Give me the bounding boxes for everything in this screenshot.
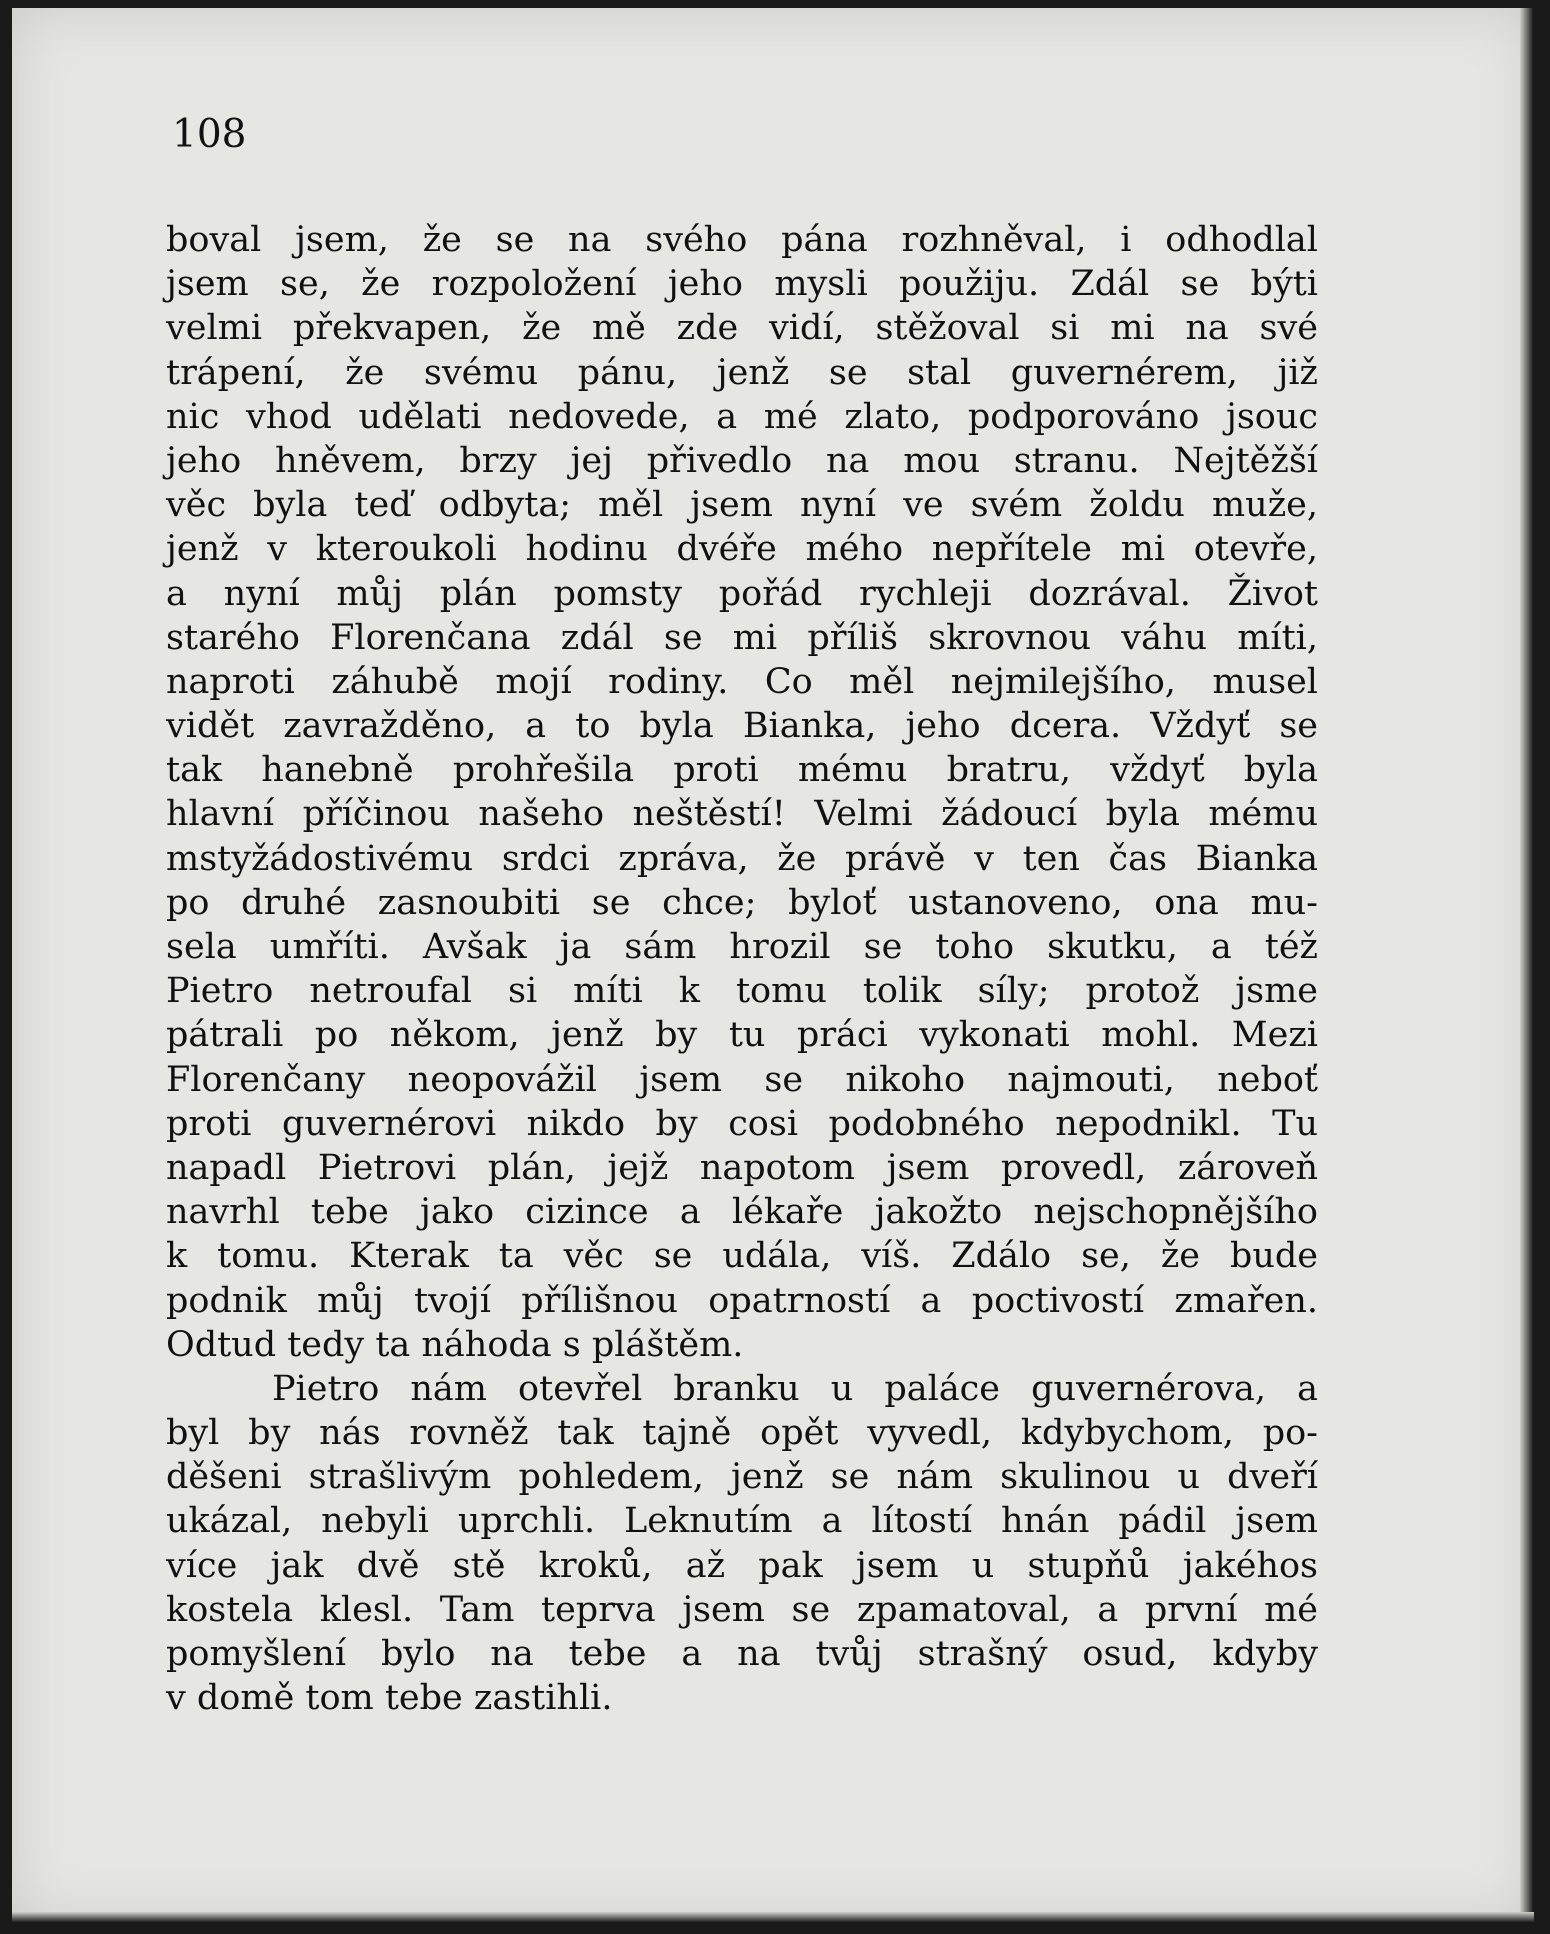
- text-line: proti guvernérovi nikdo by cosi podobného nepodnikl. Tu: [166, 1103, 1318, 1144]
- text-line: jsem se, že rozpoložení jeho mysli použiju. Zdál se býti: [166, 264, 1318, 305]
- text-line: napadl Pietrovi plán, jejž napotom jsem provedl, zároveň: [166, 1147, 1318, 1188]
- text-line: velmi překvapen, že mě zde vidí, stěžoval si mi na své: [166, 308, 1318, 349]
- text-line: Pietro netroufal si míti k tomu tolik síly; protož jsme: [166, 971, 1318, 1012]
- text-line: naproti záhubě mojí rodiny. Co měl nejmilejšího, musel: [166, 661, 1318, 702]
- text-line: pátrali po někom, jenž by tu práci vykonati mohl. Mezi: [166, 1015, 1318, 1056]
- text-line: byl by nás rovněž tak tajně opět vyvedl, kdybychom, po-: [166, 1413, 1318, 1454]
- text-line: Pietro nám otevřel branku u paláce guvernérova, a: [272, 1368, 1318, 1409]
- text-line: věc byla teď odbyta; měl jsem nyní ve svém žoldu muže,: [166, 485, 1318, 526]
- text-line: a nyní můj plán pomsty pořád rychleji dozrával. Život: [166, 573, 1318, 614]
- page-bottom-edge: [12, 1912, 1534, 1922]
- text-line: jeho hněvem, brzy jej přivedlo na mou stranu. Nejtěžší: [166, 440, 1318, 481]
- text-line: vidět zavražděno, a to byla Bianka, jeho dcera. Vždyť se: [166, 706, 1318, 747]
- text-line: pomyšlení bylo na tebe a na tvůj strašný osud, kdyby: [166, 1634, 1318, 1674]
- text-line: trápení, že svému pánu, jenž se stal guvernérem, již: [166, 352, 1318, 393]
- text-line: Odtud tedy ta náhoda s pláštěm.: [166, 1324, 744, 1365]
- text-line: jenž v kteroukoli hodinu dvéře mého nepřítele mi otevře,: [166, 529, 1318, 570]
- text-line: podnik můj tvojí přílišnou opatrností a poctivostí zmařen.: [166, 1280, 1318, 1321]
- text-line: Florenčany neopovážil jsem se nikoho najmouti, neboť: [166, 1059, 1318, 1100]
- page-number: 108: [172, 112, 247, 157]
- text-line: děšeni strašlivým pohledem, jenž se nám skulinou u dveří: [166, 1457, 1318, 1498]
- text-line: nic vhod udělati nedovede, a mé zlato, podporováno jsouc: [166, 396, 1318, 437]
- text-line: kostela klesl. Tam teprva jsem se zpamatoval, a první mé: [166, 1589, 1318, 1630]
- page-right-edge: [1520, 8, 1534, 1922]
- text-line: navrhl tebe jako cizince a lékaře jakožto nejschopnějšího: [166, 1192, 1318, 1233]
- text-line: mstyžádostivému srdci zpráva, že právě v ten čas Bianka: [166, 838, 1318, 879]
- text-line: sela umříti. Avšak ja sám hrozil se toho skutku, a též: [166, 927, 1318, 967]
- text-line: více jak dvě stě kroků, až pak jsem u stupňů jakéhos: [166, 1545, 1318, 1586]
- text-line: po druhé zasnoubiti se chce; byloť ustanoveno, ona mu-: [166, 882, 1318, 923]
- book-page: [12, 8, 1534, 1922]
- text-line: k tomu. Kterak ta věc se udála, víš. Zdálo se, že bude: [166, 1236, 1318, 1277]
- text-line: boval jsem, že se na svého pána rozhněval, i odhodlal: [166, 220, 1318, 260]
- text-line: v domě tom tebe zastihli.: [166, 1678, 613, 1719]
- text-line: tak hanebně prohřešila proti mému bratru, vždyť byla: [166, 750, 1318, 791]
- body-text: [166, 218, 1318, 1720]
- text-line: starého Florenčana zdál se mi příliš skrovnou váhu míti,: [166, 617, 1318, 658]
- text-line: hlavní příčinou našeho neštěstí! Velmi žádoucí byla mému: [166, 794, 1318, 835]
- text-line: ukázal, nebyli uprchli. Leknutím a lítostí hnán pádil jsem: [166, 1501, 1318, 1542]
